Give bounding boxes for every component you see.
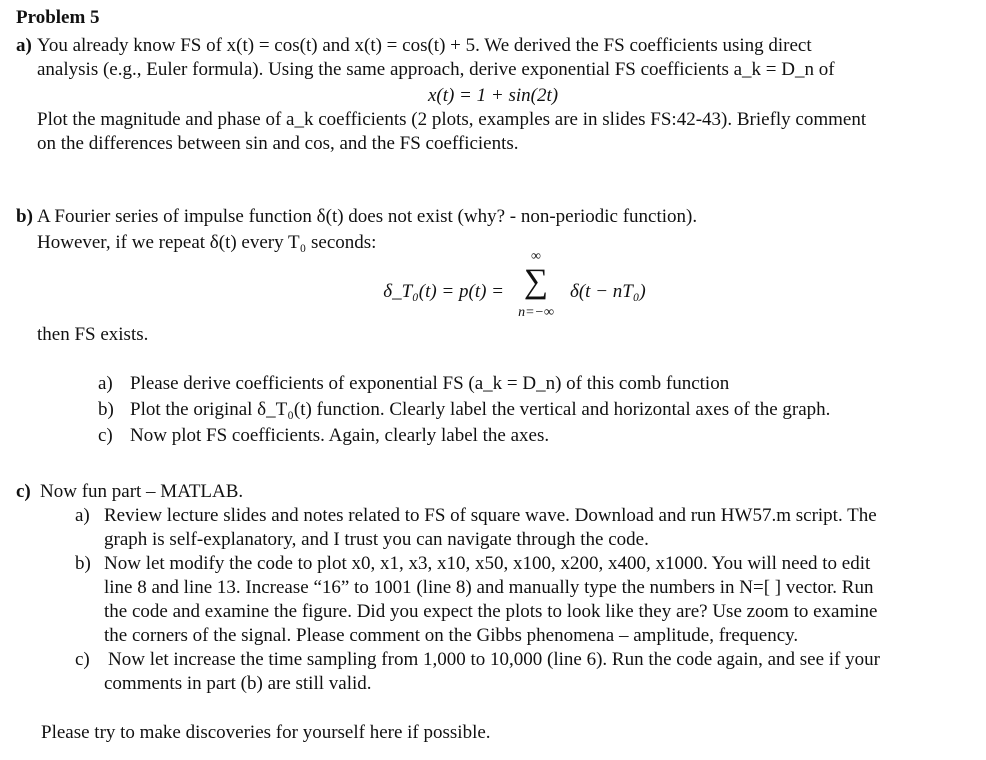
closing-note: Please try to make discoveries for yourself here if possible. — [41, 722, 491, 743]
part-b-item-a-text: Please derive coefficients of exponential FS (a_k = D_n) of this comb function — [130, 373, 730, 394]
part-b-item-b-text: Plot the original δ_T₀(t) function. Clearly label the vertical and horizontal axes of the graph. — [130, 399, 831, 420]
part-c-item-a-label: a) — [75, 505, 90, 526]
comb-equation-lhs: δ_T₀(t) = p(t) = — [383, 281, 504, 302]
part-a-equation: x(t) = 1 + sin(2t) — [427, 85, 559, 106]
part-b-label: b) — [16, 206, 33, 227]
summation — [506, 250, 566, 330]
part-b-line-3: then FS exists. — [37, 324, 149, 345]
part-c-item-b-line-1: Now let modify the code to plot x0, x1, x3, x10, x50, x100, x200, x400, x1000. You will need to edit — [104, 553, 871, 574]
part-c-item-c-line-2: comments in part (b) are still valid. — [104, 673, 372, 694]
part-c-item-c-line-1: Now let increase the time sampling from 1,000 to 10,000 (line 6). Run the code again, and see if your — [108, 649, 880, 670]
part-c-heading: Now fun part – MATLAB. — [40, 481, 244, 502]
part-c-item-a-line-2: graph is self-explanatory, and I trust you can navigate through the code. — [104, 529, 649, 550]
part-a-line-1: You already know FS of x(t) = cos(t) and x(t) = cos(t) + 5. We derived the FS coefficients using direct — [37, 35, 812, 56]
part-c-item-c-label: c) — [75, 649, 90, 670]
part-b-line-1: A Fourier series of impulse function δ(t) does not exist (why? - non-periodic function). — [37, 206, 698, 227]
part-c-item-b-line-4: the corners of the signal. Please comment on the Gibbs phenomena – amplitude, frequency. — [104, 625, 799, 646]
part-c-item-b-label: b) — [75, 553, 91, 574]
part-b-item-c-text: Now plot FS coefficients. Again, clearly label the axes. — [130, 425, 550, 446]
part-b-line-2: However, if we repeat δ(t) every T₀ seconds: — [37, 232, 377, 253]
part-c-item-b-line-3: the code and examine the figure. Did you expect the plots to look like they are? Use zoom to examine — [104, 601, 878, 622]
part-a-line-2: analysis (e.g., Euler formula). Using the same approach, derive exponential FS coefficients a_k = D_n of — [37, 59, 835, 80]
part-b-item-a-label: a) — [98, 373, 113, 394]
part-b-item-c-label: c) — [98, 425, 113, 446]
sum-lower-limit: n=−∞ — [518, 305, 554, 320]
part-b-item-b-label: b) — [98, 399, 114, 420]
part-c-item-b-line-2: line 8 and line 13. Increase “16” to 1001 (line 8) and manually type the numbers in N=[ ] vector. Run — [104, 577, 874, 598]
comb-equation-rhs: δ(t − nT₀) — [570, 281, 646, 302]
part-c-label: c) — [16, 481, 31, 502]
part-a-line-4: on the differences between sin and cos, and the FS coefficients. — [37, 133, 519, 154]
sum-symbol: ∑ — [523, 263, 549, 300]
part-a-line-3: Plot the magnitude and phase of a_k coefficients (2 plots, examples are in slides FS:42-43). Briefly comment — [37, 109, 867, 130]
problem-title: Problem 5 — [16, 7, 100, 28]
part-a-label: a) — [16, 35, 32, 56]
sum-upper-limit: ∞ — [531, 249, 541, 264]
part-c-item-a-line-1: Review lecture slides and notes related to FS of square wave. Download and run HW57.m script. The — [104, 505, 877, 526]
